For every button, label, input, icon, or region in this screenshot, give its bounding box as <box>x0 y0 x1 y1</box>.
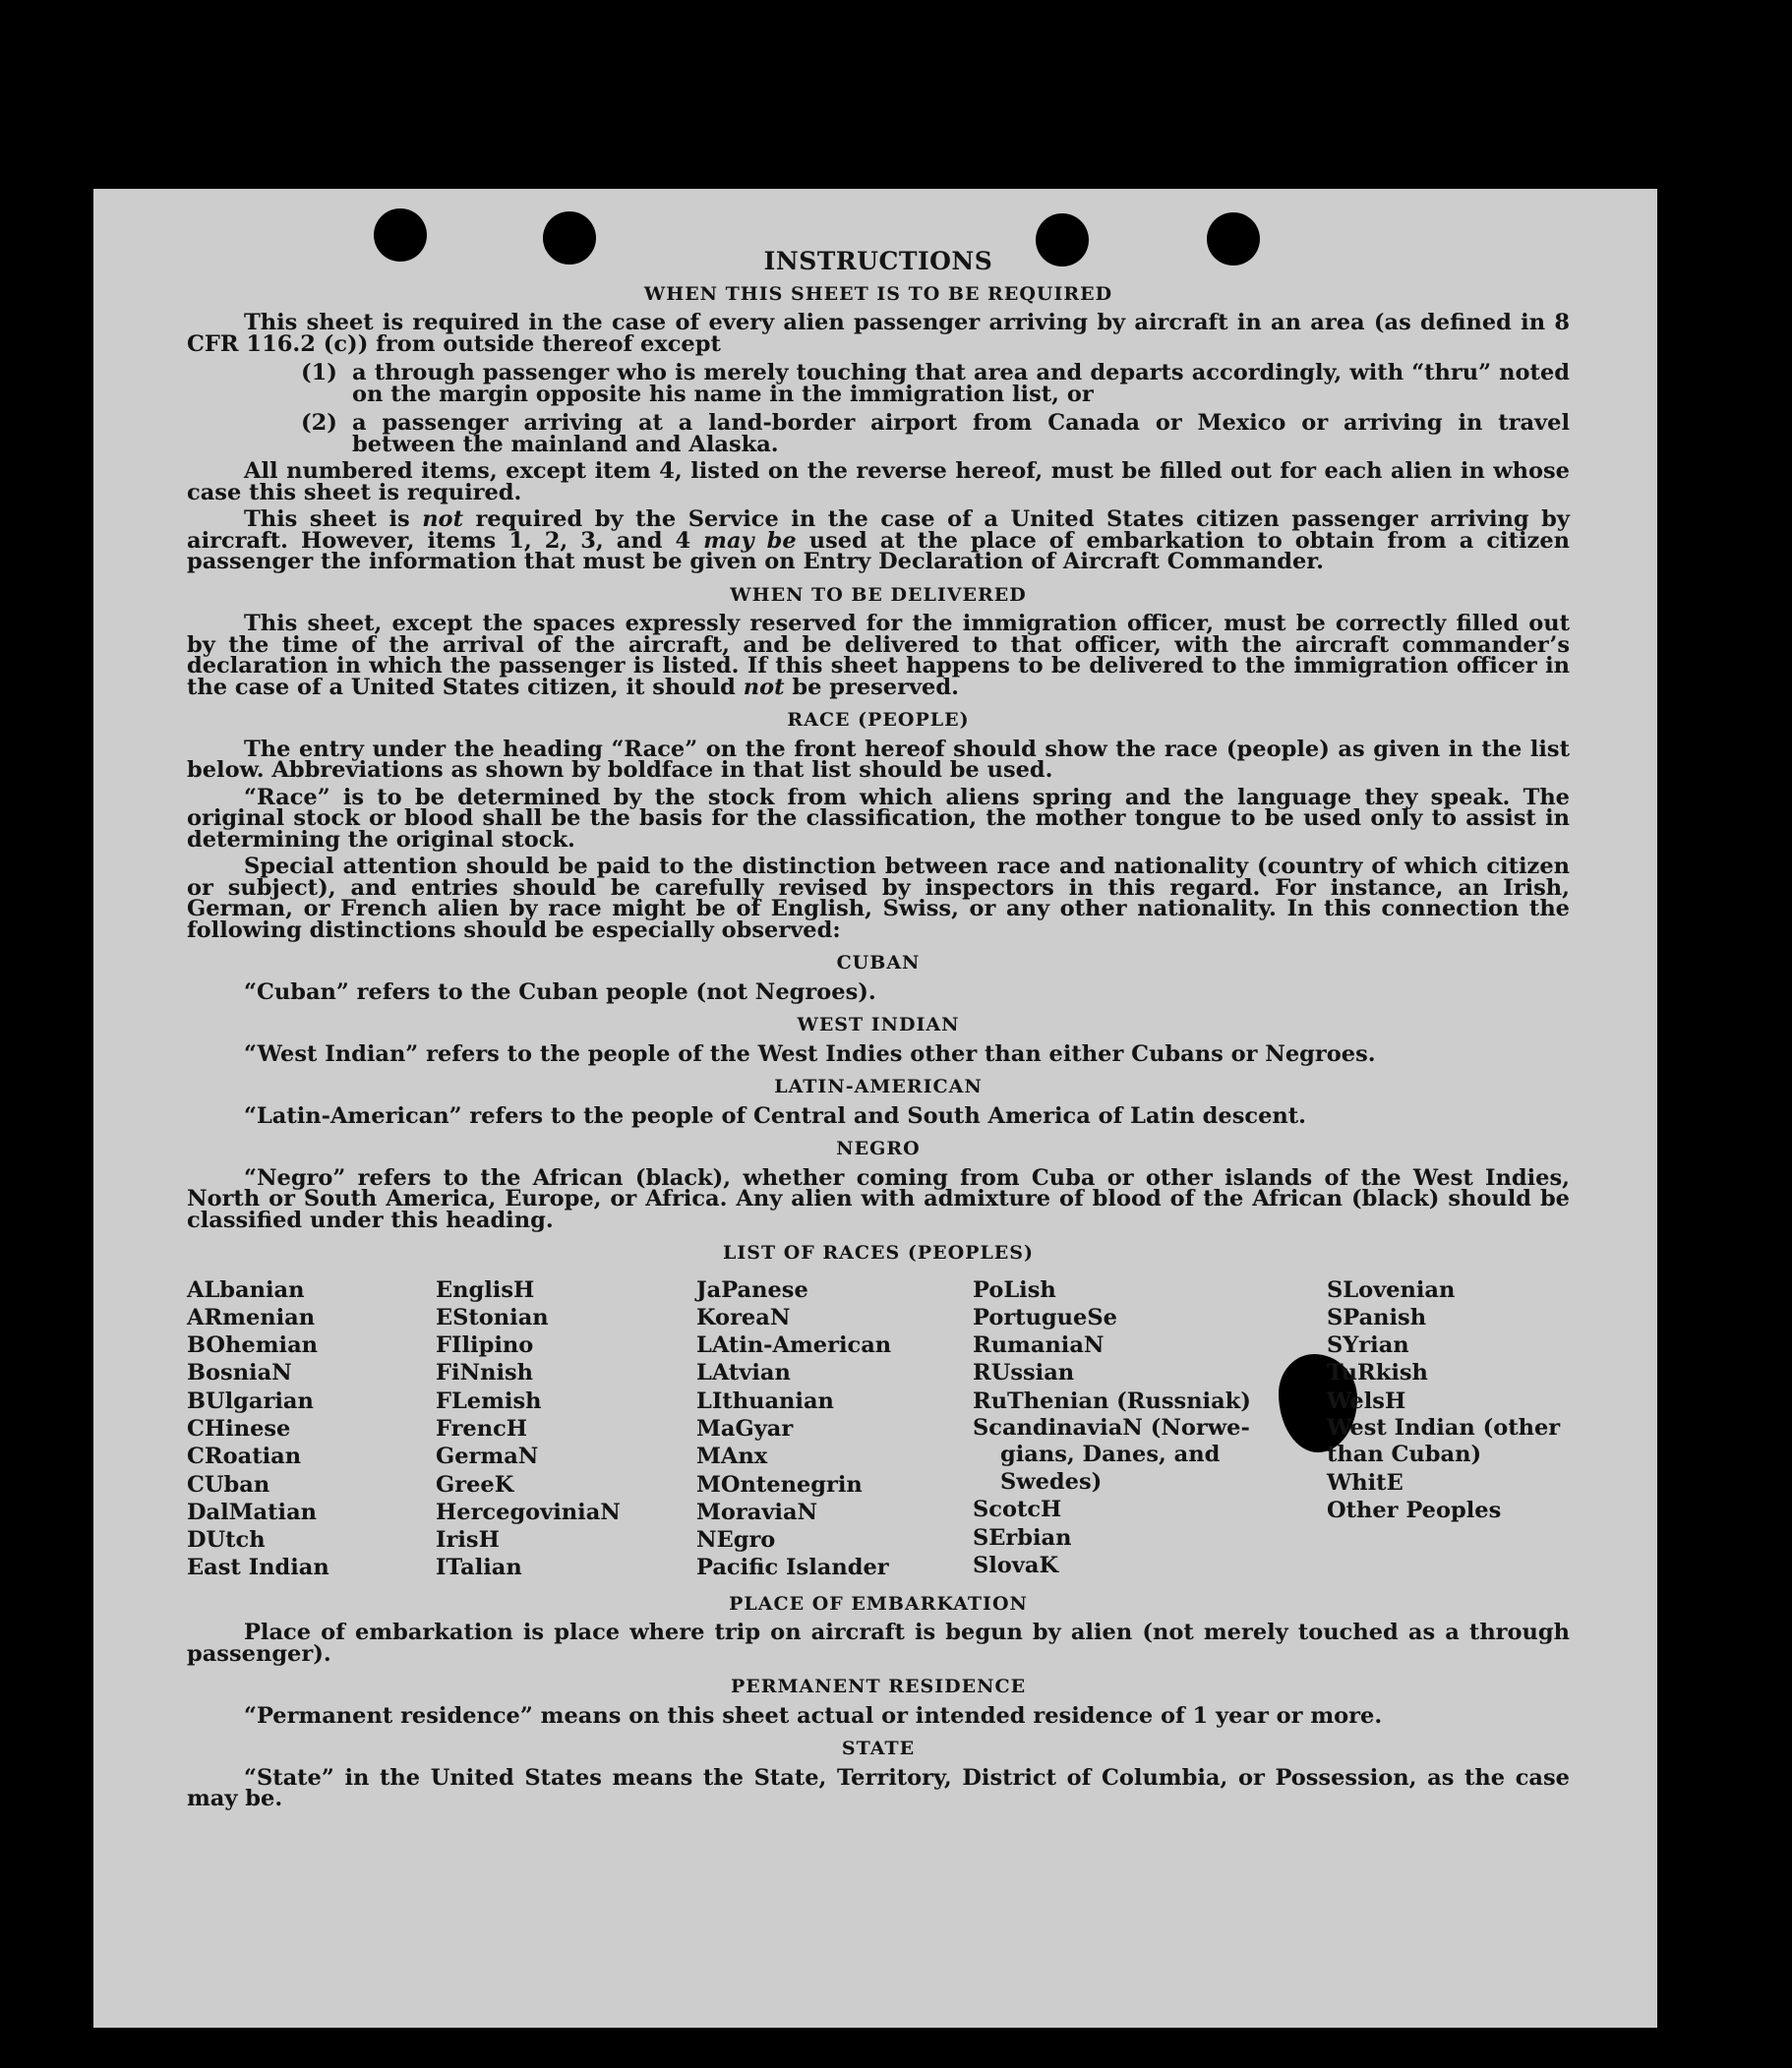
race-entry: KoreaN <box>696 1304 791 1330</box>
race-entry: ARmenian <box>187 1304 316 1330</box>
race-entry: WhitE <box>1327 1469 1404 1496</box>
race-entry: TuRkish <box>1327 1360 1428 1387</box>
heading-list-of-races: LIST OF RACES (PEOPLES) <box>723 1242 1034 1264</box>
intro-paragraph: This sheet is required in the case of every alien passenger arriving by aircraft in an area (as defined in 8 CFR 116.2 (c)) from outside thereof except <box>187 310 1570 357</box>
heading-latin-american: LATIN-AMERICAN <box>774 1076 983 1097</box>
race-entry: ScandinaviaN (Norwe- <box>973 1414 1250 1441</box>
citizen-note-end: used at the place of embarkation to obtain from a citizen passenger the information that must be given on Entry Declaration of Aircraft Commander. <box>187 527 1570 574</box>
heading-cuban: CUBAN <box>836 952 921 974</box>
race-entry: Other Peoples <box>1327 1498 1502 1524</box>
negro-definition: “Negro” refers to the African (black), whether coming from Cuba or other islands of the West Indies, North or South America, Europe, or Africa. Any alien with admixture of blood of the African (black) should be classified under this heading. <box>187 1164 1570 1233</box>
heading-when-required: WHEN THIS SHEET IS TO BE REQUIRED <box>643 282 1113 305</box>
races-column <box>1327 1276 1570 1582</box>
race-entry: LAtin-American <box>696 1332 892 1359</box>
instructions-content <box>187 247 1570 1816</box>
heading-permanent-residence: PERMANENT RESIDENCE <box>730 1676 1027 1698</box>
race-entry: MaGyar <box>696 1415 794 1442</box>
delivery-text-not: not <box>743 674 785 700</box>
delivery-text-start: This sheet, except the spaces expressly reserved for the immigration officer, must be correctly filled out by the time of the arrival of the aircraft, and be delivered to that officer, with the aircraft commander’s declaration in which the passenger is listed. If this sheet happens to be delivered to the immigration officer in the case of a United States citizen, it should <box>187 611 1570 700</box>
race-entry: RuThenian (Russniak) <box>973 1388 1251 1414</box>
race-entry: JaPanese <box>696 1276 808 1303</box>
race-entry: PoLish <box>973 1276 1056 1303</box>
race-entry: FIlipino <box>436 1332 534 1359</box>
heading-west-indian: WEST INDIAN <box>797 1014 960 1035</box>
latin-american-definition: “Latin-American” refers to the people of Central and South America of Latin descent. <box>244 1102 1306 1129</box>
race-entry: DUtch <box>187 1527 266 1554</box>
citizen-note-not: not <box>422 506 463 532</box>
race-entry: BosniaN <box>187 1360 292 1387</box>
races-list <box>187 1276 1570 1582</box>
embarkation-definition: Place of embarkation is place where trip on aircraft is begun by alien (not merely touched as a through passenger). <box>187 1620 1570 1667</box>
delivery-paragraph <box>187 611 1570 700</box>
heading-race: RACE (PEOPLE) <box>787 709 970 731</box>
citizen-note-mid: required by the Service in the case of a United States citizen passenger arriving by aircraft. However, items 1, 2, 3, and 4 <box>187 506 1570 554</box>
numbered-items-note: All numbered items, except item 4, listed on the reverse hereof, must be filled out for each alien in whose case this sheet is required. <box>187 458 1570 505</box>
heading-embarkation: PLACE OF EMBARKATION <box>729 1592 1028 1615</box>
citizen-note <box>187 506 1570 574</box>
race-entry: SErbian <box>973 1524 1072 1551</box>
race-entry: EStonian <box>436 1304 549 1330</box>
delivery-text-end: be preserved. <box>784 674 959 700</box>
race-paragraph: The entry under the heading “Race” on the front hereof should show the race (people) as given in the list below. Abbreviations as shown by boldface in that list should be used. <box>187 736 1570 783</box>
exception-item <box>187 410 1570 457</box>
races-column <box>696 1276 973 1582</box>
race-entry: East Indian <box>187 1555 329 1581</box>
race-entry: RUssian <box>973 1360 1075 1387</box>
race-entry: Pacific Islander <box>696 1555 889 1581</box>
race-entry: DalMatian <box>187 1499 318 1525</box>
races-column <box>187 1276 436 1582</box>
race-entry: ITalian <box>436 1555 522 1581</box>
race-entry: FiNnish <box>436 1360 534 1387</box>
race-entry: CUban <box>187 1471 270 1498</box>
race-entry: GermaN <box>436 1444 539 1470</box>
exception-text: a through passenger who is merely touching that area and departs accordingly, with “thru” noted on the margin opposite his name in the immigration list, or <box>352 360 1570 407</box>
west-indian-definition: “West Indian” refers to the people of the West Indies other than either Cubans or Negroes. <box>244 1040 1376 1067</box>
race-entry: SYrian <box>1327 1332 1409 1359</box>
citizen-note-maybe: may be <box>703 527 797 554</box>
heading-negro: NEGRO <box>836 1138 921 1159</box>
race-entry-continuation: Swedes) <box>1000 1468 1103 1495</box>
race-entry: BOhemian <box>187 1332 319 1359</box>
race-entry: West Indian (other <box>1327 1414 1561 1441</box>
heading-state: STATE <box>841 1738 916 1760</box>
race-entry: EnglisH <box>436 1276 535 1303</box>
race-entry: NEgro <box>696 1527 776 1554</box>
cuban-definition: “Cuban” refers to the Cuban people (not Negroes). <box>244 978 876 1005</box>
exception-number: (2) <box>301 410 337 436</box>
race-entry-continuation: gians, Danes, and <box>1000 1442 1221 1468</box>
race-entry: ALbanian <box>187 1276 305 1303</box>
races-column <box>973 1276 1327 1582</box>
race-entry: SLovenian <box>1327 1276 1456 1303</box>
races-column <box>436 1276 696 1582</box>
race-entry: SlovaK <box>973 1553 1059 1579</box>
race-entry: LIthuanian <box>696 1388 834 1414</box>
race-entry-continuation: than Cuban) <box>1327 1442 1482 1468</box>
race-entry: BUlgarian <box>187 1388 314 1414</box>
race-entry: MAnx <box>696 1444 768 1470</box>
heading-when-delivered: WHEN TO BE DELIVERED <box>730 583 1027 606</box>
race-entry: FrencH <box>436 1415 528 1442</box>
race-paragraph: “Race” is to be determined by the stock from which aliens spring and the language they speak. The original stock or blood shall be the basis for the classification, the mother tongue to be used only to assist in determining the original stock. <box>187 784 1570 853</box>
race-paragraph: Special attention should be paid to the distinction between race and nationality (country of which citizen or subject), and entries should be carefully revised by inspectors in this regard. For instance, an Irish, German, or French alien by race might be of English, Swiss, or any other nationality. In this connection the following distinctions should be especially observed: <box>187 854 1570 943</box>
exception-number: (1) <box>301 360 337 385</box>
race-entry: CRoatian <box>187 1444 302 1470</box>
race-entry: RumaniaN <box>973 1332 1105 1359</box>
race-entry: HercegoviniaN <box>436 1499 621 1525</box>
race-entry: MoraviaN <box>696 1499 818 1525</box>
race-entry: ScotcH <box>973 1497 1062 1523</box>
exception-text: a passenger arriving at a land-border airport from Canada or Mexico or arriving in travel between the mainland and Alaska. <box>352 410 1570 457</box>
race-entry: LAtvian <box>696 1360 791 1387</box>
race-entry: IrisH <box>436 1527 500 1554</box>
race-entry: CHinese <box>187 1415 291 1442</box>
race-entry: GreeK <box>436 1471 514 1498</box>
exception-item <box>187 360 1570 407</box>
race-entry: FLemish <box>436 1388 542 1414</box>
race-entry: SPanish <box>1327 1304 1427 1330</box>
residence-definition: “Permanent residence” means on this sheet actual or intended residence of 1 year or more. <box>244 1702 1383 1729</box>
race-entry: WelsH <box>1327 1388 1406 1414</box>
citizen-note-start: This sheet is <box>244 506 423 532</box>
page-title: INSTRUCTIONS <box>763 247 993 275</box>
race-entry: MOntenegrin <box>696 1471 863 1498</box>
race-entry: PortugueSe <box>973 1304 1117 1330</box>
state-definition: “State” in the United States means the State, Territory, District of Columbia, or Possession, as the case may be. <box>187 1764 1570 1812</box>
